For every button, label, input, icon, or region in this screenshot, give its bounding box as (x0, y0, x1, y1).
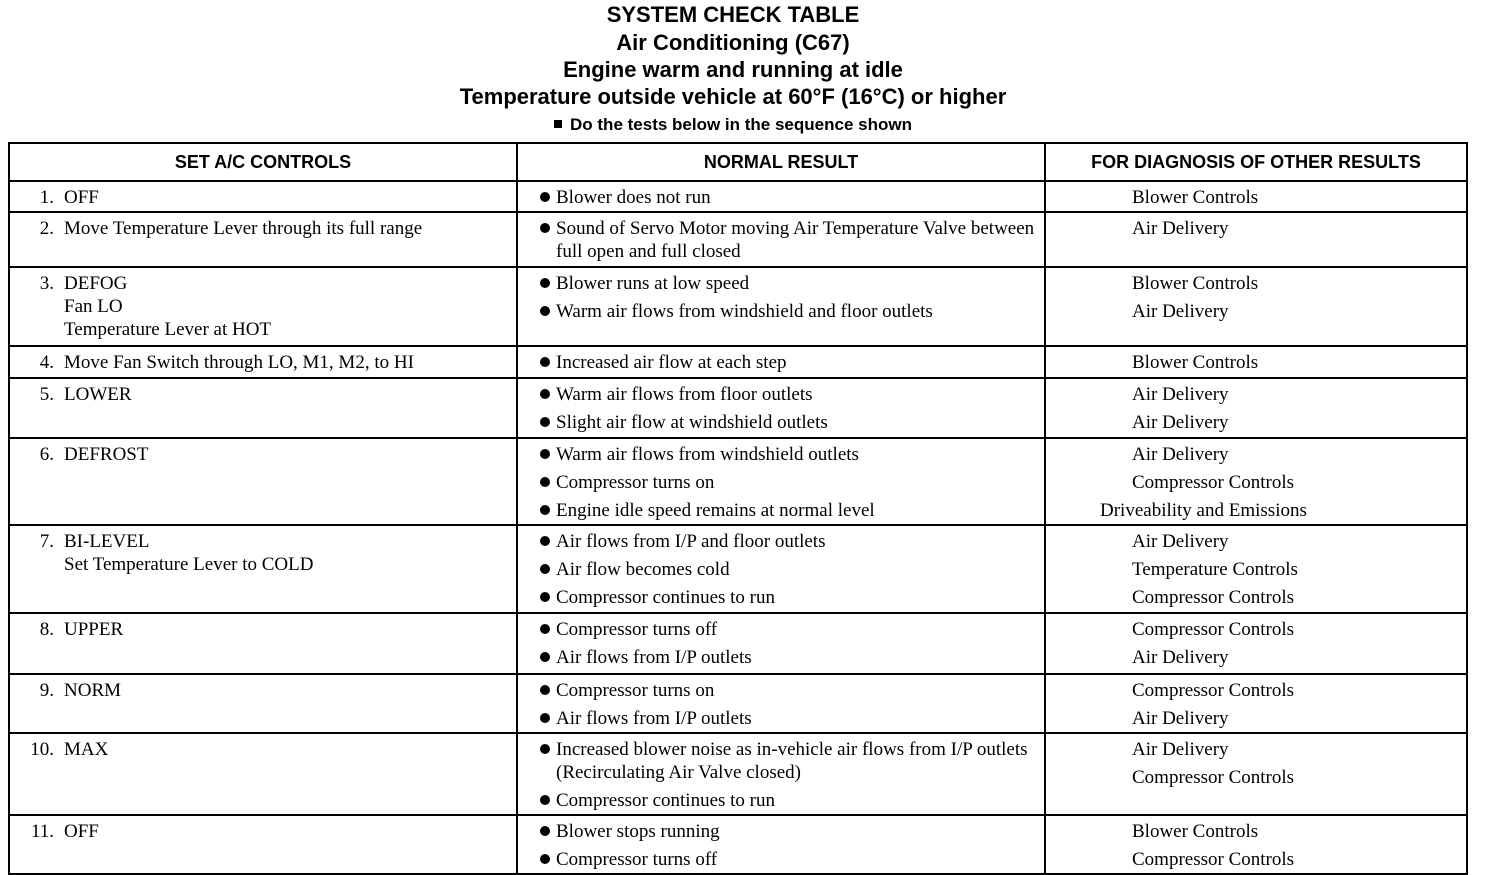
result-text: Slight air flow at windshield outlets (556, 412, 828, 433)
diagnosis-cell (1045, 674, 1467, 733)
control-text: OFF (64, 187, 99, 208)
result-text: Blower runs at low speed (556, 273, 750, 294)
control-setting (16, 443, 510, 466)
control-setting-detail: Temperature Lever at HOT (64, 319, 272, 340)
result-text: Air flows from I/P outlets (556, 708, 752, 729)
result-item (524, 586, 1038, 609)
controls-cell (9, 267, 517, 346)
bullet-icon (540, 417, 550, 427)
table-row (9, 346, 1467, 378)
diagnosis-reference: Compressor Controls (1132, 587, 1295, 608)
controls-cell (9, 212, 517, 267)
instruction-note (0, 115, 1466, 135)
control-text: OFF (64, 821, 99, 842)
table-row (9, 525, 1467, 613)
result-text: Air flows from I/P and floor outlets (556, 531, 826, 552)
control-setting (16, 217, 510, 240)
control-setting (16, 679, 510, 702)
bullet-icon (540, 536, 550, 546)
control-setting (16, 272, 510, 295)
normal-result-cell (517, 212, 1045, 267)
result-item (524, 186, 1038, 209)
result-text: Compressor turns on (556, 472, 715, 493)
table-row (9, 613, 1467, 674)
table-row (9, 733, 1467, 815)
controls-cell (9, 674, 517, 733)
diagnosis-cell (1045, 346, 1467, 378)
diagnosis-reference: Temperature Controls (1132, 559, 1298, 580)
control-text: BI-LEVEL (64, 531, 150, 552)
result-item (524, 411, 1038, 434)
bullet-icon (540, 223, 550, 233)
result-text: Warm air flows from floor outlets (556, 384, 813, 405)
result-item (524, 707, 1038, 730)
result-item (524, 646, 1038, 669)
page-title: SYSTEM CHECK TABLE (606, 2, 860, 27)
step-number: 1. (39, 187, 54, 208)
condition-engine: Engine warm and running at idle (563, 57, 903, 82)
table-row (9, 438, 1467, 525)
diagnosis-reference: Air Delivery (1132, 412, 1229, 433)
diagnosis-reference: Blower Controls (1132, 821, 1259, 842)
diagnosis-reference: Air Delivery (1132, 647, 1229, 668)
step-number: 8. (39, 619, 54, 640)
bullet-icon (540, 744, 550, 754)
controls-cell (9, 438, 517, 525)
step-number: 11. (30, 821, 54, 842)
bullet-icon (540, 477, 550, 487)
bullet-icon (540, 854, 550, 864)
table-row (9, 267, 1467, 346)
result-item (524, 820, 1038, 843)
result-text: Compressor turns off (556, 619, 718, 640)
column-header-normal-result: NORMAL RESULT (517, 143, 1045, 181)
result-item (524, 351, 1038, 374)
diagnosis-cell (1045, 733, 1467, 815)
controls-cell (9, 181, 517, 212)
controls-cell (9, 733, 517, 815)
diagnosis-cell (1045, 267, 1467, 346)
diagnosis-reference: Air Delivery (1132, 444, 1229, 465)
bullet-icon (540, 449, 550, 459)
diagnosis-cell (1045, 613, 1467, 674)
result-text: Warm air flows from windshield and floor outlets (556, 301, 933, 322)
step-number: 5. (39, 384, 54, 405)
control-text: DEFROST (64, 444, 149, 465)
diagnosis-reference: Compressor Controls (1132, 680, 1295, 701)
column-header-diagnosis: FOR DIAGNOSIS OF OTHER RESULTS (1045, 143, 1467, 181)
bullet-icon (540, 826, 550, 836)
diagnosis-reference: Driveability and Emissions (1100, 500, 1307, 521)
normal-result-cell (517, 346, 1045, 378)
diagnosis-reference: Compressor Controls (1132, 849, 1295, 870)
table-row (9, 378, 1467, 438)
bullet-icon (540, 357, 550, 367)
result-item (524, 679, 1038, 702)
result-item (524, 738, 1038, 784)
bullet-icon (540, 795, 550, 805)
result-item (524, 272, 1038, 295)
normal-result-cell (517, 733, 1045, 815)
result-text: Blower stops running (556, 821, 720, 842)
table-row (9, 674, 1467, 733)
result-text: Engine idle speed remains at normal level (556, 500, 875, 521)
control-setting (16, 738, 510, 761)
control-setting (16, 820, 510, 843)
result-text: Increased air flow at each step (556, 352, 787, 373)
condition-temperature: Temperature outside vehicle at 60°F (16°C) or higher (459, 84, 1007, 109)
diagnosis-cell (1045, 378, 1467, 438)
result-item (524, 443, 1038, 466)
diagnosis-reference: Compressor Controls (1132, 472, 1295, 493)
bullet-icon (540, 564, 550, 574)
step-number: 2. (39, 218, 54, 239)
normal-result-cell (517, 181, 1045, 212)
step-number: 4. (39, 352, 54, 373)
page-subtitle: Air Conditioning (C67) (616, 30, 850, 55)
result-text: Air flow becomes cold (556, 559, 730, 580)
column-header-controls: SET A/C CONTROLS (9, 143, 517, 181)
diagnosis-cell (1045, 212, 1467, 267)
result-item (524, 848, 1038, 871)
control-setting-detail: Fan LO (64, 296, 123, 317)
table-row (9, 815, 1467, 874)
table-header-row (9, 143, 1467, 181)
result-item (524, 499, 1038, 522)
control-setting (16, 530, 510, 553)
result-item (524, 530, 1038, 553)
step-number: 3. (39, 273, 54, 294)
bullet-icon (540, 505, 550, 515)
bullet-icon (540, 652, 550, 662)
bullet-icon (540, 624, 550, 634)
control-text: UPPER (64, 619, 124, 640)
result-text: Warm air flows from windshield outlets (556, 444, 859, 465)
result-item (524, 471, 1038, 494)
control-setting-detail: Set Temperature Lever to COLD (64, 554, 314, 575)
bullet-icon (540, 192, 550, 202)
result-text: Sound of Servo Motor moving Air Temperature Valve between full open and full closed (556, 218, 1035, 262)
diagnosis-reference: Compressor Controls (1132, 767, 1295, 788)
control-text: Move Fan Switch through LO, M1, M2, to HI (64, 352, 414, 373)
normal-result-cell (517, 267, 1045, 346)
normal-result-cell (517, 378, 1045, 438)
controls-cell (9, 378, 517, 438)
control-text: MAX (64, 739, 109, 760)
result-item (524, 558, 1038, 581)
diagnosis-reference: Air Delivery (1132, 531, 1229, 552)
result-text: Blower does not run (556, 187, 711, 208)
result-text: Increased blower noise as in-vehicle air flows from I/P outlets (Recirculating Air Valve closed) (556, 739, 1028, 783)
diagnosis-cell (1045, 815, 1467, 874)
normal-result-cell (517, 674, 1045, 733)
system-check-table (8, 142, 1468, 875)
square-bullet-icon (554, 120, 562, 128)
step-number: 10. (30, 739, 54, 760)
bullet-icon (540, 278, 550, 288)
result-item (524, 618, 1038, 641)
control-text: LOWER (64, 384, 132, 405)
diagnosis-cell (1045, 181, 1467, 212)
controls-cell (9, 613, 517, 674)
result-text: Compressor turns off (556, 849, 718, 870)
bullet-icon (540, 685, 550, 695)
control-text: NORM (64, 680, 122, 701)
bullet-icon (540, 389, 550, 399)
step-number: 6. (39, 444, 54, 465)
control-setting (16, 351, 510, 374)
diagnosis-cell (1045, 525, 1467, 613)
step-number: 9. (39, 680, 54, 701)
bullet-icon (540, 713, 550, 723)
normal-result-cell (517, 438, 1045, 525)
bullet-icon (540, 592, 550, 602)
result-text: Compressor turns on (556, 680, 715, 701)
diagnosis-reference: Air Delivery (1132, 708, 1229, 729)
result-text: Air flows from I/P outlets (556, 647, 752, 668)
result-item (524, 300, 1038, 323)
result-item (524, 383, 1038, 406)
normal-result-cell (517, 815, 1045, 874)
diagnosis-reference: Air Delivery (1132, 218, 1229, 239)
controls-cell (9, 525, 517, 613)
table-body (9, 181, 1467, 874)
result-text: Compressor continues to run (556, 587, 776, 608)
bullet-icon (540, 306, 550, 316)
control-text: Move Temperature Lever through its full range (64, 218, 423, 239)
diagnosis-reference: Blower Controls (1132, 352, 1259, 373)
control-setting (16, 186, 510, 209)
diagnosis-reference: Air Delivery (1132, 384, 1229, 405)
diagnosis-cell (1045, 438, 1467, 525)
result-text: Compressor continues to run (556, 790, 776, 811)
diagnosis-reference: Blower Controls (1132, 273, 1259, 294)
control-setting (16, 618, 510, 641)
control-text: DEFOG (64, 273, 128, 294)
controls-cell (9, 815, 517, 874)
diagnosis-reference: Blower Controls (1132, 187, 1259, 208)
step-number: 7. (39, 531, 54, 552)
result-item (524, 217, 1038, 263)
normal-result-cell (517, 613, 1045, 674)
normal-result-cell (517, 525, 1045, 613)
control-setting (16, 383, 510, 406)
result-item (524, 789, 1038, 812)
diagnosis-reference: Compressor Controls (1132, 619, 1295, 640)
table-row (9, 212, 1467, 267)
diagnosis-reference: Air Delivery (1132, 301, 1229, 322)
instruction-text: Do the tests below in the sequence shown (570, 115, 912, 134)
table-row (9, 181, 1467, 212)
diagnosis-reference: Air Delivery (1132, 739, 1229, 760)
controls-cell (9, 346, 517, 378)
